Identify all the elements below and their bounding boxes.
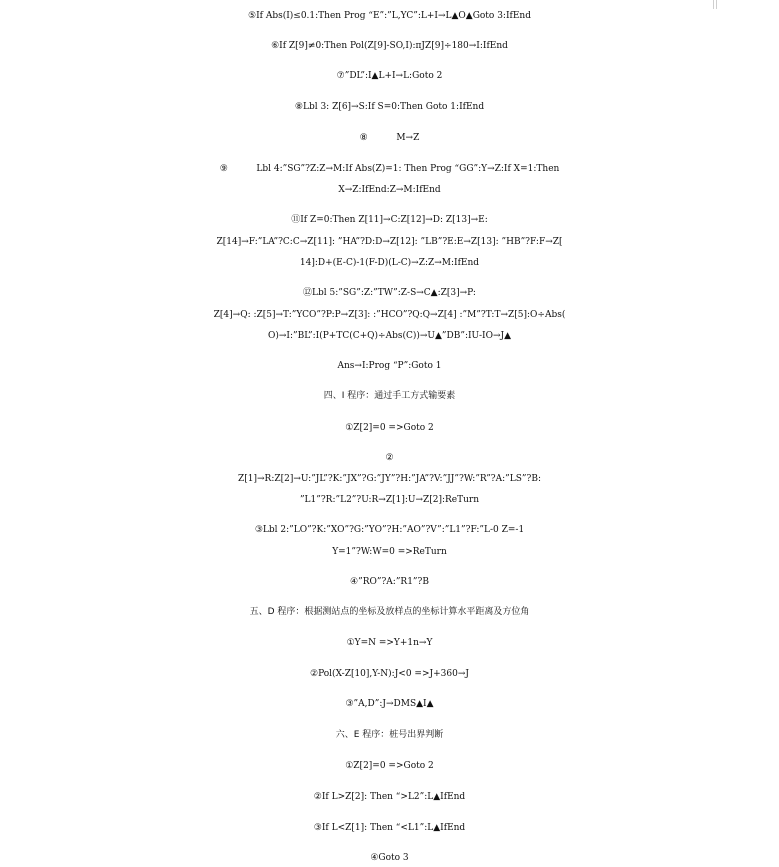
program-line: ⑦”DL”:I▲L+I→L:Goto 2 (336, 71, 443, 81)
program-line: 14]:D+(E-C)-1(F-D)(L-C)→Z:Z→M:IfEnd (299, 258, 480, 268)
program-line: ②If L>Z[2]: Then “>L2”:L▲IfEnd (313, 792, 466, 802)
program-line: ⑧ M→Z (359, 133, 420, 143)
section-heading: 四、I 程序：通过手工方式输要素 (323, 391, 456, 401)
program-line: ⑨ Lbl 4:”SG”?Z:Z→M:If Abs(Z)=1: Then Prog “GG”:Y→Z:If X=1:Then (219, 164, 560, 174)
program-line: ①Z[2]=0 =>Goto 2 (345, 761, 434, 771)
program-line: O)→I:”BL”:I(P+TC(C+Q)÷Abs(C))→U▲”DB”:IU-IO→J▲ (267, 331, 512, 341)
program-line: ③Lbl 2:”LO”?K:”XO”?G:”YO”?H:”AO”?V”:”L1”?F:”L-0 Z=-1 (254, 525, 525, 535)
program-line: ④Goto 3 (370, 853, 409, 863)
program-line: ⑥If Z[9]≠0:Then Pol(Z[9]-SO,I):πJZ[9]÷180→I:IfEnd (271, 41, 508, 51)
program-line: Y=1”?W:W=0 =>ReTurn (332, 547, 447, 557)
section-heading: 六、E 程序：桩号出界判断 (335, 730, 444, 740)
program-line: ⑫Lbl 5:”SG”:Z:”TW”:Z-S→C▲:Z[3]→P: (303, 288, 476, 298)
program-line: Ans→I:Prog “P”:Goto 1 (337, 361, 442, 371)
program-line: Z[4]→Q: :Z[5]→T:”YCO”?P:P→Z[3]: :”HCO”?Q:Q→Z[4] :”M”?T:T→Z[5]:O÷Abs( (213, 310, 566, 320)
program-line: ①Y=N =>Y+1n→Y (346, 638, 433, 648)
program-line: ③If L<Z[1]: Then “<L1”:L▲IfEnd (313, 823, 466, 833)
program-line: ③”A,D”:J→DMS▲I▲ (345, 699, 434, 709)
program-line: ⑤If Abs(I)≤0.1:Then Prog “E”:”L,YC”:L+I→L▲O▲Goto 3:IfEnd (248, 11, 531, 21)
program-line: ② (385, 453, 394, 463)
program-line: X→Z:IfEnd:Z→M:IfEnd (338, 185, 441, 195)
program-line: Z[14]→F:”LA”?C:C→Z[11]: ”HA”?D:D→Z[12]: ”LB”?E:E→Z[13]: ”HB”?F:F→Z[ (216, 237, 563, 247)
program-line: Z[1]→R:Z[2]→U:”JL”?K:”JX”?G:”JY”?H:”JA”?V:”JJ”?W:”R”?A:”LS”?B: (238, 474, 541, 484)
program-line: ④”RO”?A:”R1”?B (350, 577, 429, 587)
program-line: ⑧Lbl 3: Z[6]→S:If S=0:Then Goto 1:IfEnd (294, 102, 485, 112)
section-heading: 五、D 程序：根据测站点的坐标及放样点的坐标计算水平距离及方位角 (249, 607, 530, 617)
program-line: ⑪If Z=0:Then Z[11]→C:Z[12]→D: Z[13]→E: (291, 215, 488, 225)
program-line: ①Z[2]=0 =>Goto 2 (345, 423, 434, 433)
program-line: ”L1”?R:”L2”?U:R→Z[1]:U→Z[2]:ReTurn (299, 495, 480, 505)
program-line: ②Pol(X-Z[10],Y-N):J<0 =>J+360→J (310, 669, 469, 679)
